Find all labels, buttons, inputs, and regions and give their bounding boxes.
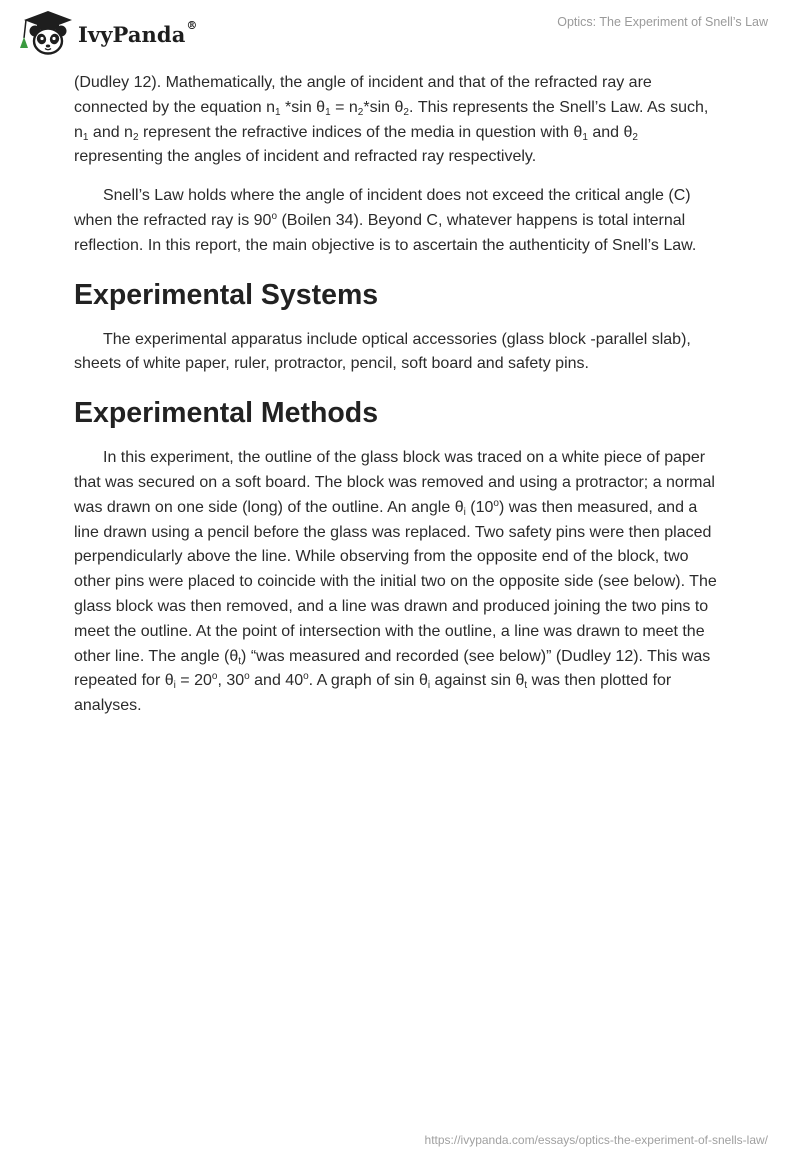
intro-paragraph-2 (74, 184, 726, 258)
text-run: represent the refractive indices of the media in question with θ (138, 123, 583, 141)
intro-paragraph-1 (74, 71, 726, 170)
text-run: against sin θ (430, 672, 525, 690)
text-run: representing the angles of incident and refracted ray respectively. (74, 148, 537, 166)
ivypanda-logo-link[interactable] (14, 8, 198, 56)
page-header (0, 0, 800, 64)
text-run: = n (330, 98, 358, 116)
text-run: . A graph of sin θ (308, 672, 428, 690)
registered-mark: ® (186, 18, 198, 32)
text-run: *sin θ (363, 98, 404, 116)
section-heading-experimental-methods: Experimental Methods (74, 397, 379, 430)
text-run: . This represents the Snell’s Law. As such, n (74, 98, 709, 141)
section-heading-experimental-systems: Experimental Systems (74, 278, 379, 311)
text-run: (10 (465, 498, 494, 516)
text-run: ) “was measured and recorded (see below)” (Dudley 12). This was repeated for θ (74, 647, 711, 690)
superscript: o (303, 671, 309, 683)
text-run: and 40 (249, 672, 304, 690)
text-run: (Boilen 34). Beyond C, whatever happens is total internal reflection. In this report, the main objective is to ascertain the authenticity of Snell’s Law. (74, 211, 697, 254)
text-run: In this experiment, the outline of the glass block was traced on a white piece of paper that was secured on a soft board. The block was removed and using a protractor; a normal was drawn on one side (long) of the outline. An angle θ (74, 449, 715, 516)
subscript: t (524, 680, 528, 692)
subscript: t (238, 655, 242, 667)
superscript: o (244, 671, 250, 683)
methods-paragraph (74, 446, 726, 719)
text-run: = 20 (175, 672, 212, 690)
text-run: ) was then measured, and a line drawn using a pencil before the glass was replaced. Two safety pins were then placed perpendicularly above the line. While observing from the opposite end of the block, two other pins were placed to coincide with the initial two on the opposite side (see below). The glass block was then removed, and a line was drawn and produced joining the two pins to meet the outline. At the point of intersection with the outline, a line was drawn to meet the other line. The angle (θ (74, 498, 717, 665)
subscript: 1 (325, 106, 331, 118)
superscript: o (271, 210, 277, 222)
running-title: Optics: The Experiment of Snell’s Law (557, 15, 768, 29)
subscript: 2 (357, 106, 364, 118)
text-run: was then plotted for analyses. (74, 672, 672, 715)
text-run: Snell’s Law holds where the angle of incident does not exceed the critical angle (C) when the refracted ray is 90 (74, 187, 691, 229)
subscript: 1 (82, 131, 89, 143)
subscript: 2 (132, 131, 139, 143)
text-run: *sin θ (280, 98, 326, 116)
superscript: o (211, 671, 218, 683)
subscript: i (173, 680, 176, 692)
text-run: (Dudley 12). Mathematically, the angle of incident and that of the refracted ray are connected by the equation n (74, 74, 652, 116)
text-run: and n (88, 123, 133, 141)
superscript: o (493, 497, 499, 509)
systems-paragraph: The experimental apparatus include optical accessories (glass block -parallel slab), sheets of white paper, ruler, protractor, pencil, soft board and safety pins. (74, 330, 691, 373)
subscript: 2 (632, 131, 638, 143)
essay-content (74, 71, 726, 733)
subscript: 2 (403, 106, 409, 118)
panda-graduate-logo-icon (14, 8, 74, 56)
subscript: 1 (275, 106, 281, 118)
brand-name (78, 18, 198, 47)
subscript: i (427, 680, 431, 692)
text-run: , 30 (217, 672, 245, 690)
subscript: 1 (582, 131, 588, 143)
brand-name-text: IvyPanda (78, 21, 186, 47)
source-url-link[interactable]: https://ivypanda.com/essays/optics-the-experiment-of-snells-law/ (424, 1133, 768, 1147)
subscript: i (463, 506, 466, 518)
text-run: and θ (587, 123, 633, 141)
